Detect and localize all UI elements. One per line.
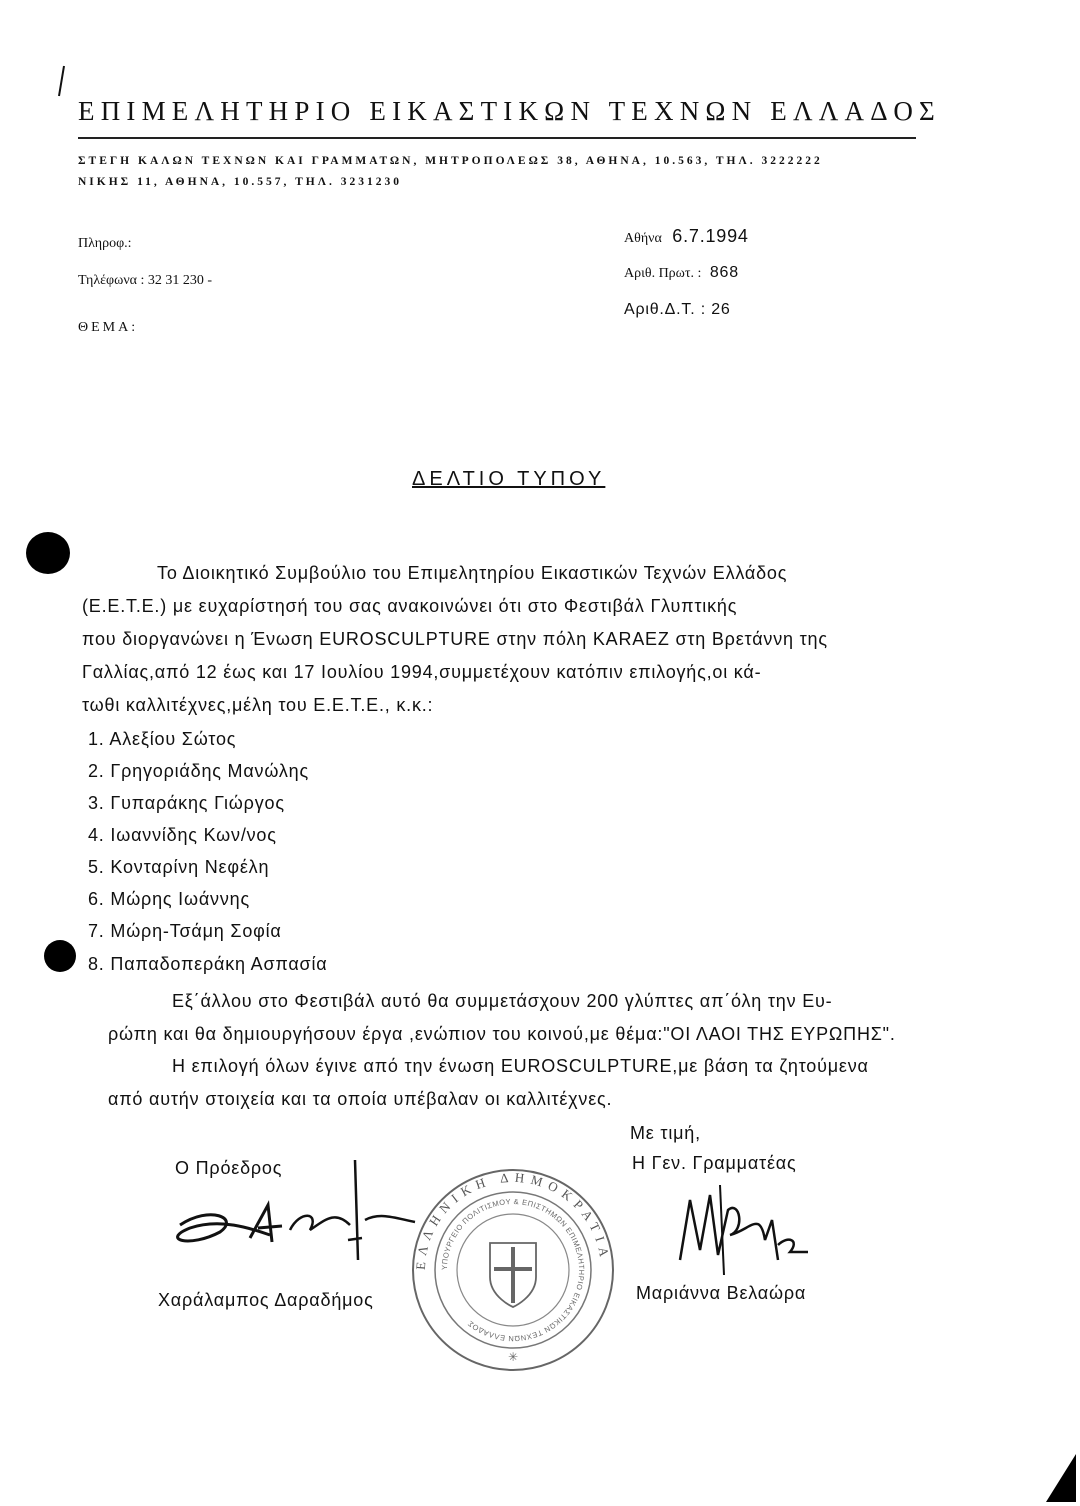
corner-scan-mark bbox=[1046, 1454, 1076, 1502]
address-line-1: ΣΤΕΓΗ ΚΑΛΩΝ ΤΕΧΝΩΝ ΚΑΙ ΓΡΑΜΜΑΤΩΝ, ΜΗΤΡΟΠΟΛΕΩΣ 38, ΑΘΗΝΑ, 10.563, ΤΗΛ. 3222222 bbox=[78, 155, 823, 167]
president-title: Ο Πρόεδρος bbox=[175, 1158, 283, 1178]
info-label: Πληροφ.: bbox=[78, 236, 132, 251]
regards: Με τιμή, bbox=[630, 1123, 701, 1143]
svg-text:✳: ✳ bbox=[507, 1350, 519, 1364]
document-title: ΔΕΛΤΙΟ ΤΥΠΟΥ bbox=[412, 468, 606, 490]
punch-hole-top bbox=[26, 532, 70, 574]
phone-label: Τηλέφωνα : 32 31 230 - bbox=[78, 273, 213, 288]
protocol-number: 868 bbox=[709, 264, 739, 281]
secretary-name: Μαριάννα Βελαώρα bbox=[636, 1283, 807, 1303]
president-name: Χαράλαμπος Δαραδήμος bbox=[158, 1290, 374, 1310]
list-item: 4. Ιωαννίδης Κων/νος bbox=[88, 825, 277, 845]
date-value: 6.7.1994 bbox=[672, 226, 749, 246]
corner-stroke-mark bbox=[56, 64, 68, 100]
closing-line-4: από αυτήν στοιχεία και τα οποία υπέβαλαν οι καλλιτέχνες. bbox=[108, 1089, 613, 1109]
list-item: 7. Μώρη-Τσάμη Σοφία bbox=[88, 921, 282, 941]
closing-line-2: ρώπη και θα δημιουργήσουν έργα ,ενώπιον του κοινού,με θέμα:"ΟΙ ΛΑΟΙ ΤΗΣ ΕΥΡΩΠΗΣ". bbox=[108, 1024, 896, 1044]
official-stamp bbox=[408, 1165, 618, 1375]
intro-line-3: που διοργανώνει η Ένωση EUROSCULPTURE στην πόλη KARAEZ στη Βρετάννη της bbox=[82, 629, 828, 649]
list-item: 3. Γυπαράκης Γιώργος bbox=[88, 793, 285, 813]
list-item: 6. Μώρης Ιωάννης bbox=[88, 889, 250, 909]
secretary-title: Η Γεν. Γραμματέας bbox=[632, 1153, 797, 1173]
list-item: 1. Αλεξίου Σώτος bbox=[88, 729, 237, 749]
organization-name: ΕΠΙΜΕΛΗΤΗΡΙΟ ΕΙΚΑΣΤΙΚΩΝ ΤΕΧΝΩΝ ΕΛΛΑΔΟΣ bbox=[78, 96, 941, 126]
protocol-label: Αριθ. Πρωτ. : bbox=[624, 266, 702, 281]
closing-line-1: Εξ΄άλλου στο Φεστιβάλ αυτό θα συμμετάσχουν 200 γλύπτες απ΄όλη την Ευ- bbox=[172, 991, 833, 1011]
protocol-field bbox=[624, 264, 739, 282]
intro-line-4: Γαλλίας,από 12 έως και 17 Ιουλίου 1994,συμμετέχουν κατόπιν επιλογής,οι κά- bbox=[82, 662, 762, 682]
stamp-inner-text: ΥΠΟΥΡΓΕΙΟ ΠΟΛΙΤΙΣΜΟΥ & ΕΠΙΣΤΗΜΩΝ ΕΠΙΜΕΛΗΤΗΡΙΟ ΕΙΚΑΣΤΙΚΩΝ ΤΕΧΝΩΝ ΕΛΛΑΔΟΣ bbox=[439, 1196, 587, 1344]
press-release-number: Αριθ.Δ.Τ. : 26 bbox=[624, 301, 731, 318]
president-signature bbox=[150, 1150, 420, 1270]
subject-label: ΘΕΜΑ: bbox=[78, 320, 139, 335]
closing-line-3: Η επιλογή όλων έγινε από την ένωση EUROSCULPTURE,με βάση τα ζητούμενα bbox=[172, 1056, 869, 1076]
address-line-2: ΝΙΚΗΣ 11, ΑΘΗΝΑ, 10.557, ΤΗΛ. 3231230 bbox=[78, 176, 402, 188]
secretary-signature bbox=[660, 1180, 820, 1280]
city-label: Αθήνα bbox=[624, 231, 662, 246]
punch-hole-bottom bbox=[44, 940, 76, 972]
intro-line-1: Το Διοικητικό Συμβούλιο του Επιμελητηρίου Εικαστικών Τεχνών Ελλάδος bbox=[157, 563, 788, 583]
intro-line-2: (Ε.Ε.Τ.Ε.) με ευχαρίστησή του σας ανακοινώνει ότι στο Φεστιβάλ Γλυπτικής bbox=[82, 596, 738, 616]
list-item: 2. Γρηγοριάδης Μανώλης bbox=[88, 761, 309, 781]
list-item: 8. Παπαδοπεράκη Ασπασία bbox=[88, 954, 328, 974]
list-item: 5. Κονταρίνη Νεφέλη bbox=[88, 857, 270, 877]
date-field bbox=[624, 226, 749, 247]
intro-line-5: τωθι καλλιτέχνες,μέλη του Ε.Ε.Τ.Ε., κ.κ.: bbox=[82, 695, 434, 715]
stamp-outer-text: ΕΛΛΗΝΙΚΗ ΔΗΜΟΚΡΑΤΙΑ bbox=[412, 1169, 613, 1271]
letterhead-rule bbox=[78, 137, 916, 139]
